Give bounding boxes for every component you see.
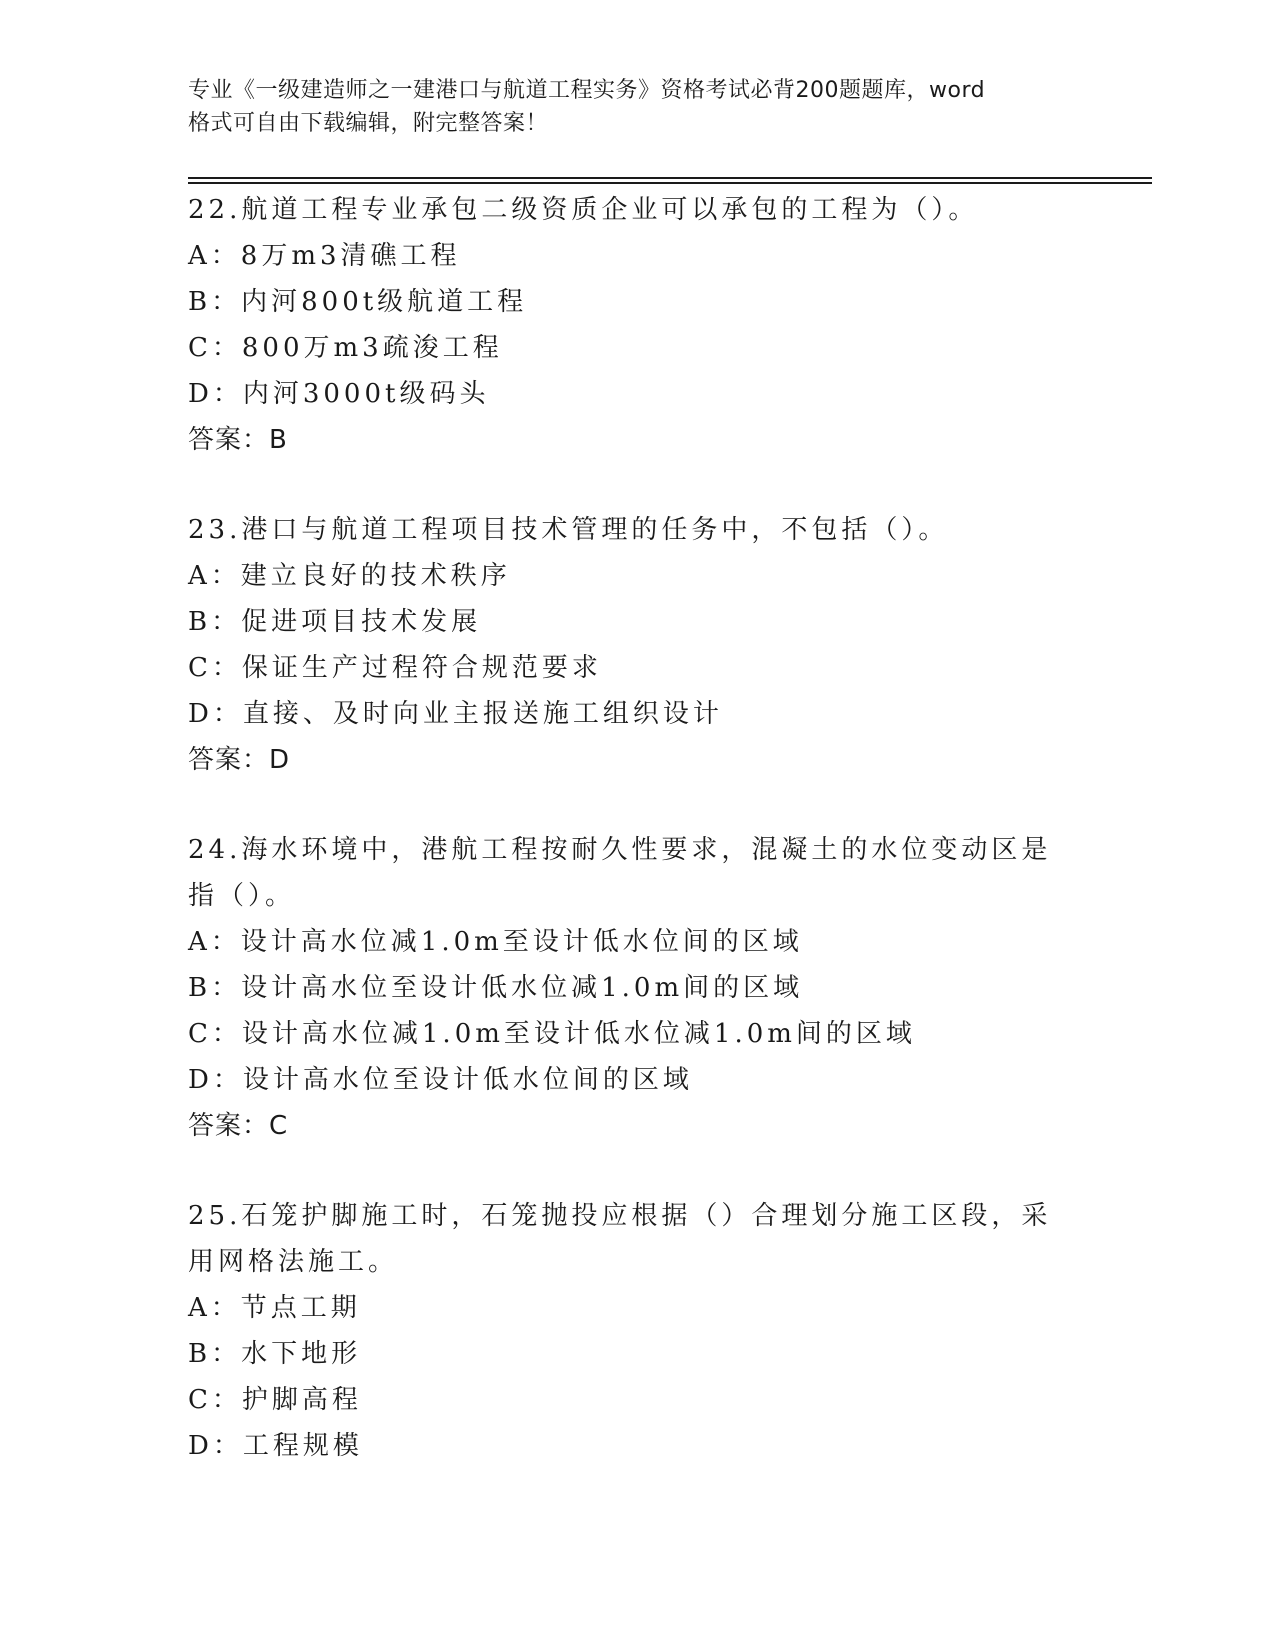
option-a: A：节点工期: [188, 1293, 361, 1323]
option-a: A：8万m3清礁工程: [188, 241, 461, 271]
option-c: C：设计高水位减1.0m至设计低水位减1.0m间的区域: [188, 1019, 916, 1049]
question-stem: 25.石笼护脚施工时，石笼抛投应根据（）合理划分施工区段，采用网格法施工。: [188, 1201, 1052, 1277]
option-b: B：水下地形: [188, 1339, 362, 1369]
option-d: D：内河3000t级码头: [188, 379, 490, 409]
option-a: A：设计高水位减1.0m至设计低水位间的区域: [188, 927, 803, 957]
option-b: B：促进项目技术发展: [188, 607, 482, 637]
option-d: D：工程规模: [188, 1431, 363, 1461]
question-24: [188, 827, 1088, 1149]
answer: 答案：D: [188, 745, 291, 775]
header-rule-bottom: [188, 182, 1152, 184]
header-rule-top: [188, 177, 1152, 179]
document-header: [188, 74, 1088, 140]
question-stem: 24.海水环境中，港航工程按耐久性要求，混凝土的水位变动区是指（）。: [188, 835, 1052, 911]
option-c: C：保证生产过程符合规范要求: [188, 653, 602, 683]
header-line-1: 专业《一级建造师之一建港口与航道工程实务》资格考试必背200题题库，word: [188, 78, 986, 103]
answer: 答案：B: [188, 425, 288, 455]
question-stem: 22.航道工程专业承包二级资质企业可以承包的工程为（）。: [188, 195, 979, 225]
option-b: B：内河800t级航道工程: [188, 287, 528, 317]
header-line-2: 格式可自由下载编辑，附完整答案！: [188, 111, 549, 136]
option-d: D：直接、及时向业主报送施工组织设计: [188, 699, 723, 729]
option-a: A：建立良好的技术秩序: [188, 561, 511, 591]
question-stem: 23.港口与航道工程项目技术管理的任务中，不包括（）。: [188, 515, 949, 545]
question-23: [188, 507, 1088, 783]
question-25: [188, 1193, 1088, 1469]
option-c: C：800万m3疏浚工程: [188, 333, 503, 363]
option-c: C：护脚高程: [188, 1385, 362, 1415]
option-d: D：设计高水位至设计低水位间的区域: [188, 1065, 693, 1095]
option-b: B：设计高水位至设计低水位减1.0m间的区域: [188, 973, 804, 1003]
answer: 答案：C: [188, 1111, 289, 1141]
question-22: [188, 187, 1088, 463]
